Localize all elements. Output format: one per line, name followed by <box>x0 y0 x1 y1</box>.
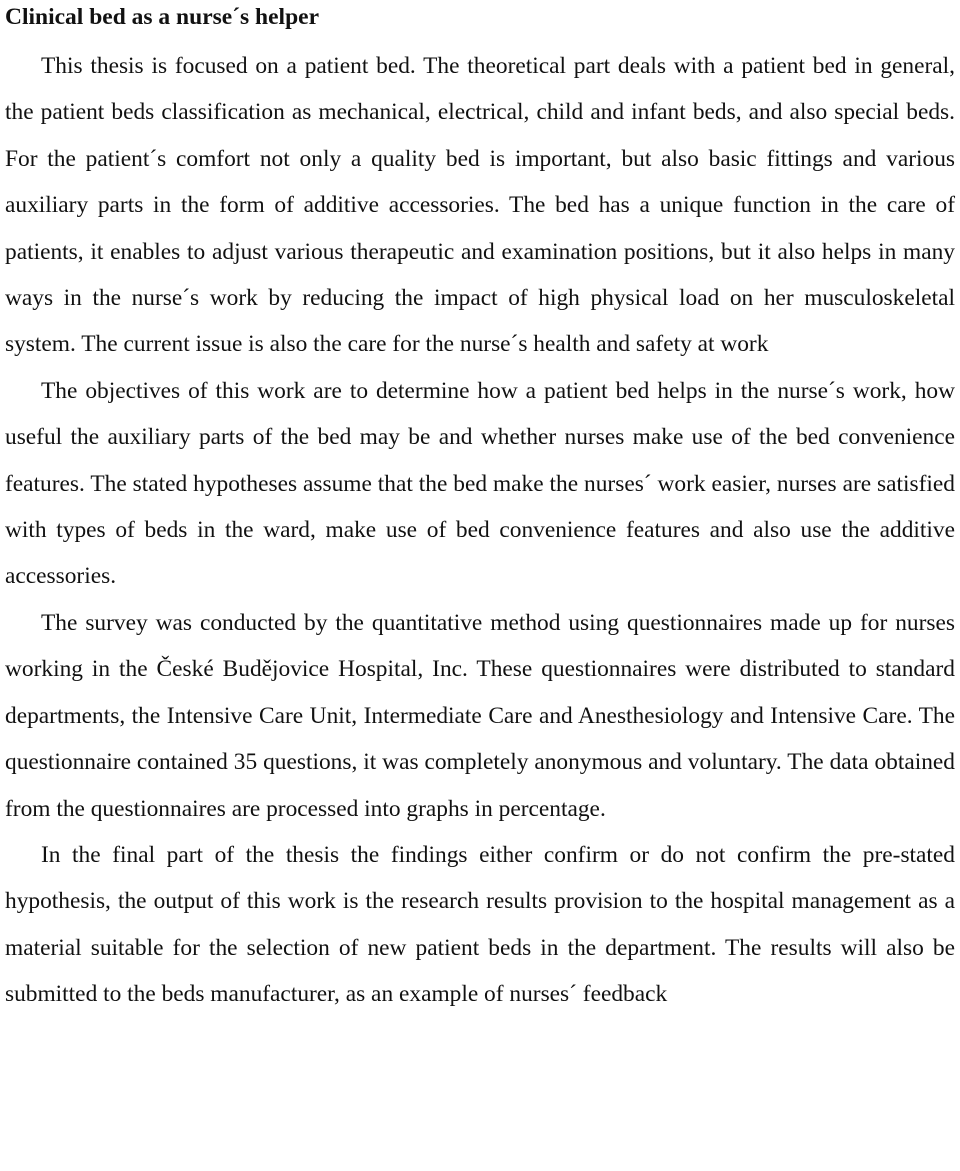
document-title: Clinical bed as a nurse´s helper <box>5 4 320 30</box>
document-page <box>5 0 955 1018</box>
abstract-paragraph-4: In the final part of the thesis the findings either confirm or do not confirm the pre-stated hypothesis, the output of this work is the research results provision to the hospital management as a material suitable for the selection of new patient beds in the department. The results will also be submitted to the beds manufacturer, as an example of nurses´ feedback <box>5 841 955 1008</box>
abstract-paragraph-3: The survey was conducted by the quantitative method using questionnaires made up for nurses working in the České Budějovice Hospital, Inc. These questionnaires were distributed to standard departments, the Intensive Care Unit, Intermediate Care and Anesthesiology and Intensive Care. The questionnaire contained 35 questions, it was completely anonymous and voluntary. The data obtained from the questionnaires are processed into graphs in percentage. <box>5 609 955 822</box>
abstract-paragraph-2: The objectives of this work are to determine how a patient bed helps in the nurse´s work, how useful the auxiliary parts of the bed may be and whether nurses make use of the bed convenience features. The stated hypotheses assume that the bed make the nurses´ work easier, nurses are satisfied with types of beds in the ward, make use of bed convenience features and also use the additive accessories. <box>5 377 955 590</box>
abstract-paragraph-1: This thesis is focused on a patient bed. The theoretical part deals with a patient bed in general, the patient beds classification as mechanical, electrical, child and infant beds, and also special beds. For the patient´s comfort not only a quality bed is important, but also basic fittings and various auxiliary parts in the form of additive accessories. The bed has a unique function in the care of patients, it enables to adjust various therapeutic and examination positions, but it also helps in many ways in the nurse´s work by reducing the impact of high physical load on her musculoskeletal system. The current issue is also the care for the nurse´s health and safety at work <box>5 53 955 358</box>
